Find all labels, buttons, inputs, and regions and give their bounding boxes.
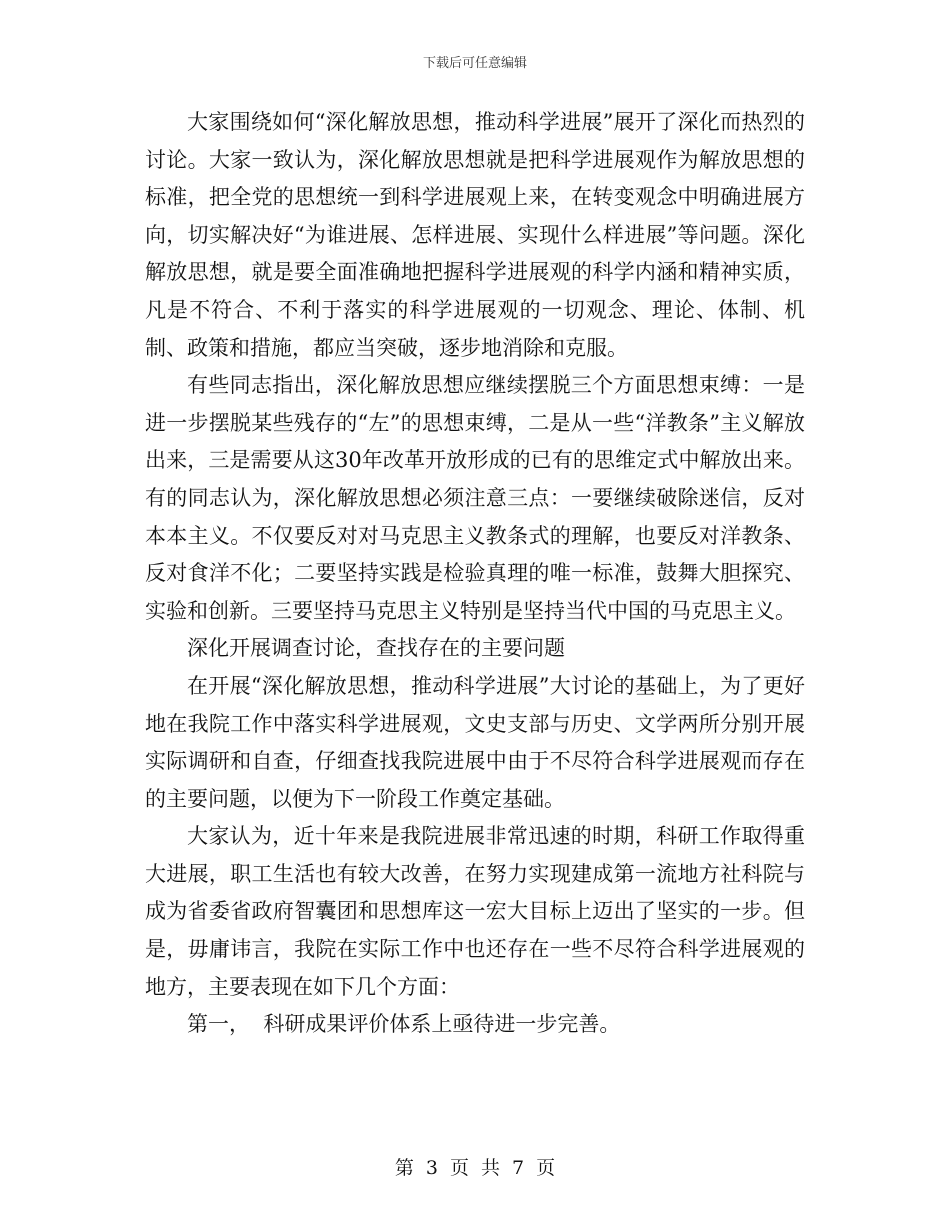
page-footer: 第 3 页 共 7 页 [394,1157,556,1179]
paragraph-constraints: 有些同志指出，深化解放思想应继续摆脱三个方面思想束缚：一是进一步摆脱某些残存的“左”的思想束缚，二是从一些“洋教条”主义解放出来，三是需要从这30年改革开放形成的已有的思维定式中解放出来。有的同志认为，深化解放思想必须注意三点：一要继续破除迷信，反对本本主义。不仅要反对对马克思主义教条式的理解，也要反对洋教条、反对食洋不化；二要坚持实践是检验真理的唯一标准，鼓舞大胆探究、实验和创新。三要坚持马克思主义特别是坚持当代中国的马克思主义。 [145,373,805,623]
paragraph-investigation: 在开展“深化解放思想，推动科学进展”大讨论的基础上，为了更好地在我院工作中落实科学进展观，文史支部与历史、文学两所分别开展实际调研和自查，仔细查找我院进展中由于不尽符合科学进展观而存在的主要问题，以便为下一阶段工作奠定基础。 [145,673,805,811]
paragraph-first-point: 第一， 科研成果评价体系上亟待进一步完善。 [187,1012,621,1037]
page-header: 下载后可任意编辑 [422,56,527,71]
document-body [145,104,805,1044]
paragraph-discussion: 大家围绕如何“深化解放思想，推动科学进展”展开了深化而热烈的讨论。大家一致认为，深化解放思想就是把科学进展观作为解放思想的标准，把全党的思想统一到科学进展观上来，在转变观念中明确进展方向，切实解决好“为谁进展、怎样进展、实现什么样进展”等问题。深化解放思想，就是要全面准确地把握科学进展观的科学内涵和精神实质，凡是不符合、不利于落实的科学进展观的一切观念、理论、体制、机制、政策和措施，都应当突破，逐步地消除和克服。 [145,110,805,360]
section-heading: 深化开展调查讨论，查找存在的主要问题 [187,636,565,661]
paragraph-progress: 大家认为，近十年来是我院进展非常迅速的时期，科研工作取得重大进展，职工生活也有较大改善，在努力实现建成第一流地方社科院与成为省委省政府智囊团和思想库这一宏大目标上迈出了坚实的一步。但是，毋庸讳言，我院在实际工作中也还存在一些不尽符合科学进展观的地方，主要表现在如下几个方面： [145,824,805,999]
